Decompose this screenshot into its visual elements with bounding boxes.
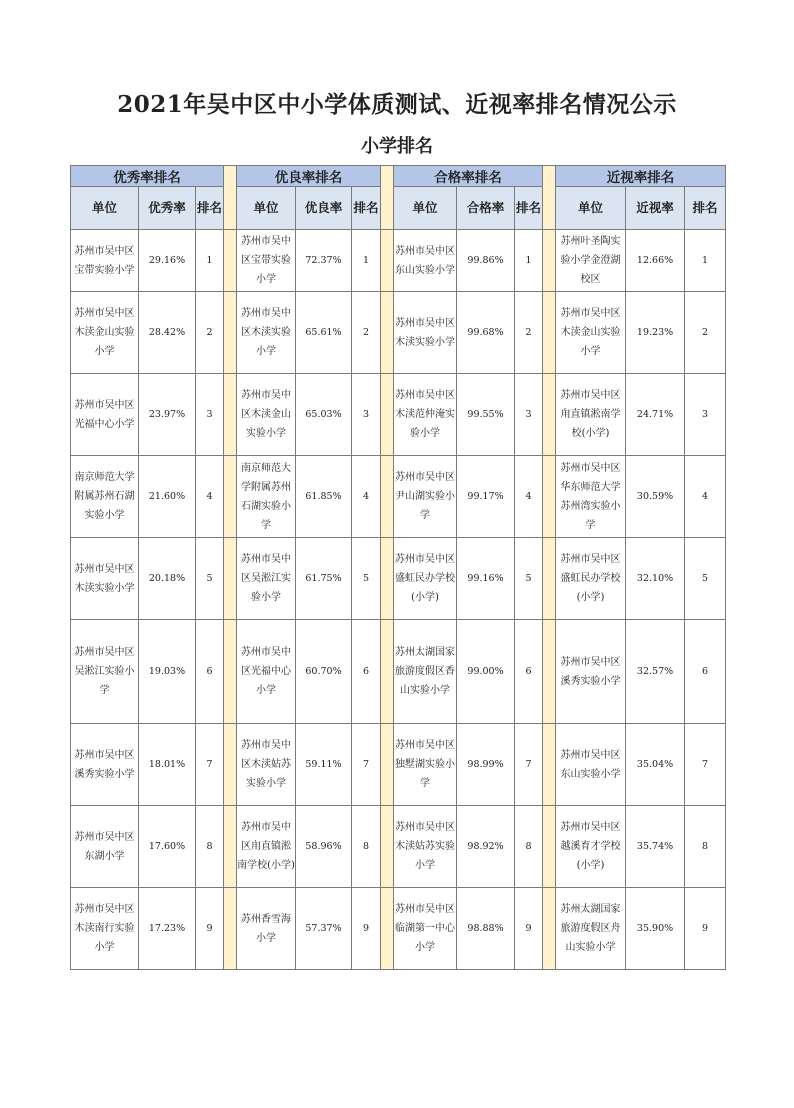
- rank-cell: 5: [196, 538, 224, 620]
- group-title-pass: 合格率排名: [394, 166, 543, 187]
- school-name-cell: 苏州市吴中区东山实验小学: [394, 230, 457, 292]
- separator: [224, 806, 237, 888]
- separator: [224, 538, 237, 620]
- school-name-cell: 苏州市吴中区木渎姑苏实验小学: [237, 724, 296, 806]
- rate-cell: 18.01%: [139, 724, 196, 806]
- rate-cell: 99.00%: [457, 620, 515, 724]
- separator: [543, 620, 556, 724]
- rate-cell: 99.86%: [457, 230, 515, 292]
- school-name-cell: 苏州市吴中区东湖小学: [71, 806, 139, 888]
- table-row: [71, 292, 726, 374]
- rank-cell: 4: [685, 456, 726, 538]
- rate-cell: 99.17%: [457, 456, 515, 538]
- rank-cell: 1: [515, 230, 543, 292]
- table-row: [71, 456, 726, 538]
- col-header-rate: 优良率: [296, 187, 352, 230]
- rank-cell: 3: [352, 374, 381, 456]
- school-name-cell: 苏州市吴中区宝带实验小学: [71, 230, 139, 292]
- school-name-cell: 苏州市吴中区东山实验小学: [556, 724, 626, 806]
- rank-cell: 9: [515, 888, 543, 970]
- rank-cell: 9: [352, 888, 381, 970]
- separator: [543, 806, 556, 888]
- separator: [381, 230, 394, 292]
- school-name-cell: 南京师范大学附属苏州石湖实验小学: [237, 456, 296, 538]
- rank-cell: 5: [515, 538, 543, 620]
- separator: [224, 620, 237, 724]
- rate-cell: 57.37%: [296, 888, 352, 970]
- rate-cell: 21.60%: [139, 456, 196, 538]
- rank-cell: 6: [352, 620, 381, 724]
- separator: [224, 888, 237, 970]
- table-row: [71, 620, 726, 724]
- col-header-rate: 近视率: [626, 187, 685, 230]
- ranking-table: [70, 165, 726, 970]
- table-row: [71, 724, 726, 806]
- school-name-cell: 苏州市吴中区尹山湖实验小学: [394, 456, 457, 538]
- ranking-body: [71, 230, 726, 970]
- separator: [543, 456, 556, 538]
- rank-cell: 3: [685, 374, 726, 456]
- separator: [543, 292, 556, 374]
- school-name-cell: 苏州市吴中区木渎金山实验小学: [237, 374, 296, 456]
- rate-cell: 65.03%: [296, 374, 352, 456]
- separator: [381, 724, 394, 806]
- table-row: [71, 538, 726, 620]
- rate-cell: 28.42%: [139, 292, 196, 374]
- separator: [381, 166, 394, 230]
- separator: [224, 166, 237, 230]
- rank-cell: 6: [515, 620, 543, 724]
- rate-cell: 35.04%: [626, 724, 685, 806]
- separator: [381, 538, 394, 620]
- school-name-cell: 苏州市吴中区木渎实验小学: [237, 292, 296, 374]
- rate-cell: 60.70%: [296, 620, 352, 724]
- group-title-myopia: 近视率排名: [556, 166, 726, 187]
- separator: [543, 230, 556, 292]
- col-header-unit: 单位: [237, 187, 296, 230]
- school-name-cell: 苏州市吴中区光福中心小学: [71, 374, 139, 456]
- rate-cell: 24.71%: [626, 374, 685, 456]
- school-name-cell: 苏州市吴中区甪直镇淞南学校(小学): [556, 374, 626, 456]
- school-name-cell: 苏州市吴中区吴淞江实验小学: [237, 538, 296, 620]
- page-title: 2021年吴中区中小学体质测试、近视率排名情况公示: [117, 91, 677, 118]
- school-name-cell: 苏州市吴中区独墅湖实验小学: [394, 724, 457, 806]
- rank-cell: 9: [685, 888, 726, 970]
- rank-cell: 1: [685, 230, 726, 292]
- rank-cell: 4: [352, 456, 381, 538]
- school-name-cell: 苏州市吴中区光福中心小学: [237, 620, 296, 724]
- rate-cell: 17.60%: [139, 806, 196, 888]
- col-header-unit: 单位: [71, 187, 139, 230]
- rate-cell: 35.90%: [626, 888, 685, 970]
- school-name-cell: 苏州市吴中区木渎实验小学: [71, 538, 139, 620]
- rate-cell: 20.18%: [139, 538, 196, 620]
- rate-cell: 19.03%: [139, 620, 196, 724]
- separator: [224, 724, 237, 806]
- rank-cell: 8: [196, 806, 224, 888]
- rank-cell: 9: [196, 888, 224, 970]
- rank-cell: 7: [685, 724, 726, 806]
- rank-cell: 5: [352, 538, 381, 620]
- rank-cell: 6: [196, 620, 224, 724]
- rank-cell: 4: [196, 456, 224, 538]
- school-name-cell: 苏州市吴中区越溪育才学校(小学): [556, 806, 626, 888]
- separator: [543, 888, 556, 970]
- rate-cell: 65.61%: [296, 292, 352, 374]
- table-row: [71, 806, 726, 888]
- school-name-cell: 苏州太湖国家旅游度假区香山实验小学: [394, 620, 457, 724]
- school-name-cell: 苏州叶圣陶实验小学金澄湖校区: [556, 230, 626, 292]
- school-name-cell: 苏州市吴中区木渎金山实验小学: [71, 292, 139, 374]
- separator: [381, 292, 394, 374]
- rate-cell: 19.23%: [626, 292, 685, 374]
- col-header-rank: 排名: [515, 187, 543, 230]
- separator: [224, 292, 237, 374]
- separator: [381, 620, 394, 724]
- school-name-cell: 苏州市吴中区甪直镇淞南学校(小学): [237, 806, 296, 888]
- table-row: [71, 888, 726, 970]
- separator: [224, 456, 237, 538]
- rank-cell: 2: [685, 292, 726, 374]
- rate-cell: 32.57%: [626, 620, 685, 724]
- separator: [381, 456, 394, 538]
- rate-cell: 29.16%: [139, 230, 196, 292]
- rank-cell: 7: [352, 724, 381, 806]
- col-header-rank: 排名: [352, 187, 381, 230]
- rate-cell: 17.23%: [139, 888, 196, 970]
- separator: [543, 374, 556, 456]
- separator: [543, 538, 556, 620]
- rate-cell: 98.88%: [457, 888, 515, 970]
- separator: [224, 374, 237, 456]
- rank-cell: 2: [515, 292, 543, 374]
- rate-cell: 61.85%: [296, 456, 352, 538]
- separator: [381, 888, 394, 970]
- col-header-rank: 排名: [685, 187, 726, 230]
- rate-cell: 99.68%: [457, 292, 515, 374]
- rate-cell: 23.97%: [139, 374, 196, 456]
- rate-cell: 98.92%: [457, 806, 515, 888]
- rate-cell: 32.10%: [626, 538, 685, 620]
- school-name-cell: 苏州市吴中区吴淞江实验小学: [71, 620, 139, 724]
- rank-cell: 7: [196, 724, 224, 806]
- school-name-cell: 苏州市吴中区溪秀实验小学: [71, 724, 139, 806]
- rate-cell: 12.66%: [626, 230, 685, 292]
- rank-cell: 2: [352, 292, 381, 374]
- rank-cell: 4: [515, 456, 543, 538]
- col-header-unit: 单位: [394, 187, 457, 230]
- rate-cell: 59.11%: [296, 724, 352, 806]
- rate-cell: 61.75%: [296, 538, 352, 620]
- rate-cell: 58.96%: [296, 806, 352, 888]
- school-name-cell: 苏州市吴中区临湖第一中心小学: [394, 888, 457, 970]
- rate-cell: 35.74%: [626, 806, 685, 888]
- table-row: [71, 230, 726, 292]
- rank-cell: 7: [515, 724, 543, 806]
- group-title-good: 优良率排名: [237, 166, 381, 187]
- school-name-cell: 南京师范大学附属苏州石湖实验小学: [71, 456, 139, 538]
- separator: [543, 724, 556, 806]
- rate-cell: 98.99%: [457, 724, 515, 806]
- school-name-cell: 苏州市吴中区溪秀实验小学: [556, 620, 626, 724]
- separator: [224, 230, 237, 292]
- rate-cell: 30.59%: [626, 456, 685, 538]
- school-name-cell: 苏州市吴中区木渎金山实验小学: [556, 292, 626, 374]
- rank-cell: 8: [352, 806, 381, 888]
- section-subtitle: 小学排名: [361, 136, 433, 157]
- school-name-cell: 苏州市吴中区木渎姑苏实验小学: [394, 806, 457, 888]
- rank-cell: 2: [196, 292, 224, 374]
- rank-cell: 3: [515, 374, 543, 456]
- school-name-cell: 苏州太湖国家旅游度假区舟山实验小学: [556, 888, 626, 970]
- col-header-unit: 单位: [556, 187, 626, 230]
- separator: [543, 166, 556, 230]
- col-header-rate: 合格率: [457, 187, 515, 230]
- separator: [381, 374, 394, 456]
- rank-cell: 8: [685, 806, 726, 888]
- rank-cell: 3: [196, 374, 224, 456]
- school-name-cell: 苏州市吴中区盛虹民办学校(小学): [556, 538, 626, 620]
- rank-cell: 1: [352, 230, 381, 292]
- school-name-cell: 苏州市吴中区华东师范大学苏州湾实验小学: [556, 456, 626, 538]
- rate-cell: 99.16%: [457, 538, 515, 620]
- rank-cell: 8: [515, 806, 543, 888]
- school-name-cell: 苏州市吴中区木渎实验小学: [394, 292, 457, 374]
- rate-cell: 99.55%: [457, 374, 515, 456]
- rank-cell: 5: [685, 538, 726, 620]
- school-name-cell: 苏州市吴中区木渎南行实验小学: [71, 888, 139, 970]
- col-header-rank: 排名: [196, 187, 224, 230]
- separator: [381, 806, 394, 888]
- rank-cell: 1: [196, 230, 224, 292]
- school-name-cell: 苏州市吴中区木渎范仲淹实验小学: [394, 374, 457, 456]
- rank-cell: 6: [685, 620, 726, 724]
- school-name-cell: 苏州香雪海小学: [237, 888, 296, 970]
- table-row: [71, 374, 726, 456]
- rate-cell: 72.37%: [296, 230, 352, 292]
- col-header-rate: 优秀率: [139, 187, 196, 230]
- school-name-cell: 苏州市吴中区宝带实验小学: [237, 230, 296, 292]
- school-name-cell: 苏州市吴中区盛虹民办学校(小学): [394, 538, 457, 620]
- group-title-excellent: 优秀率排名: [71, 166, 224, 187]
